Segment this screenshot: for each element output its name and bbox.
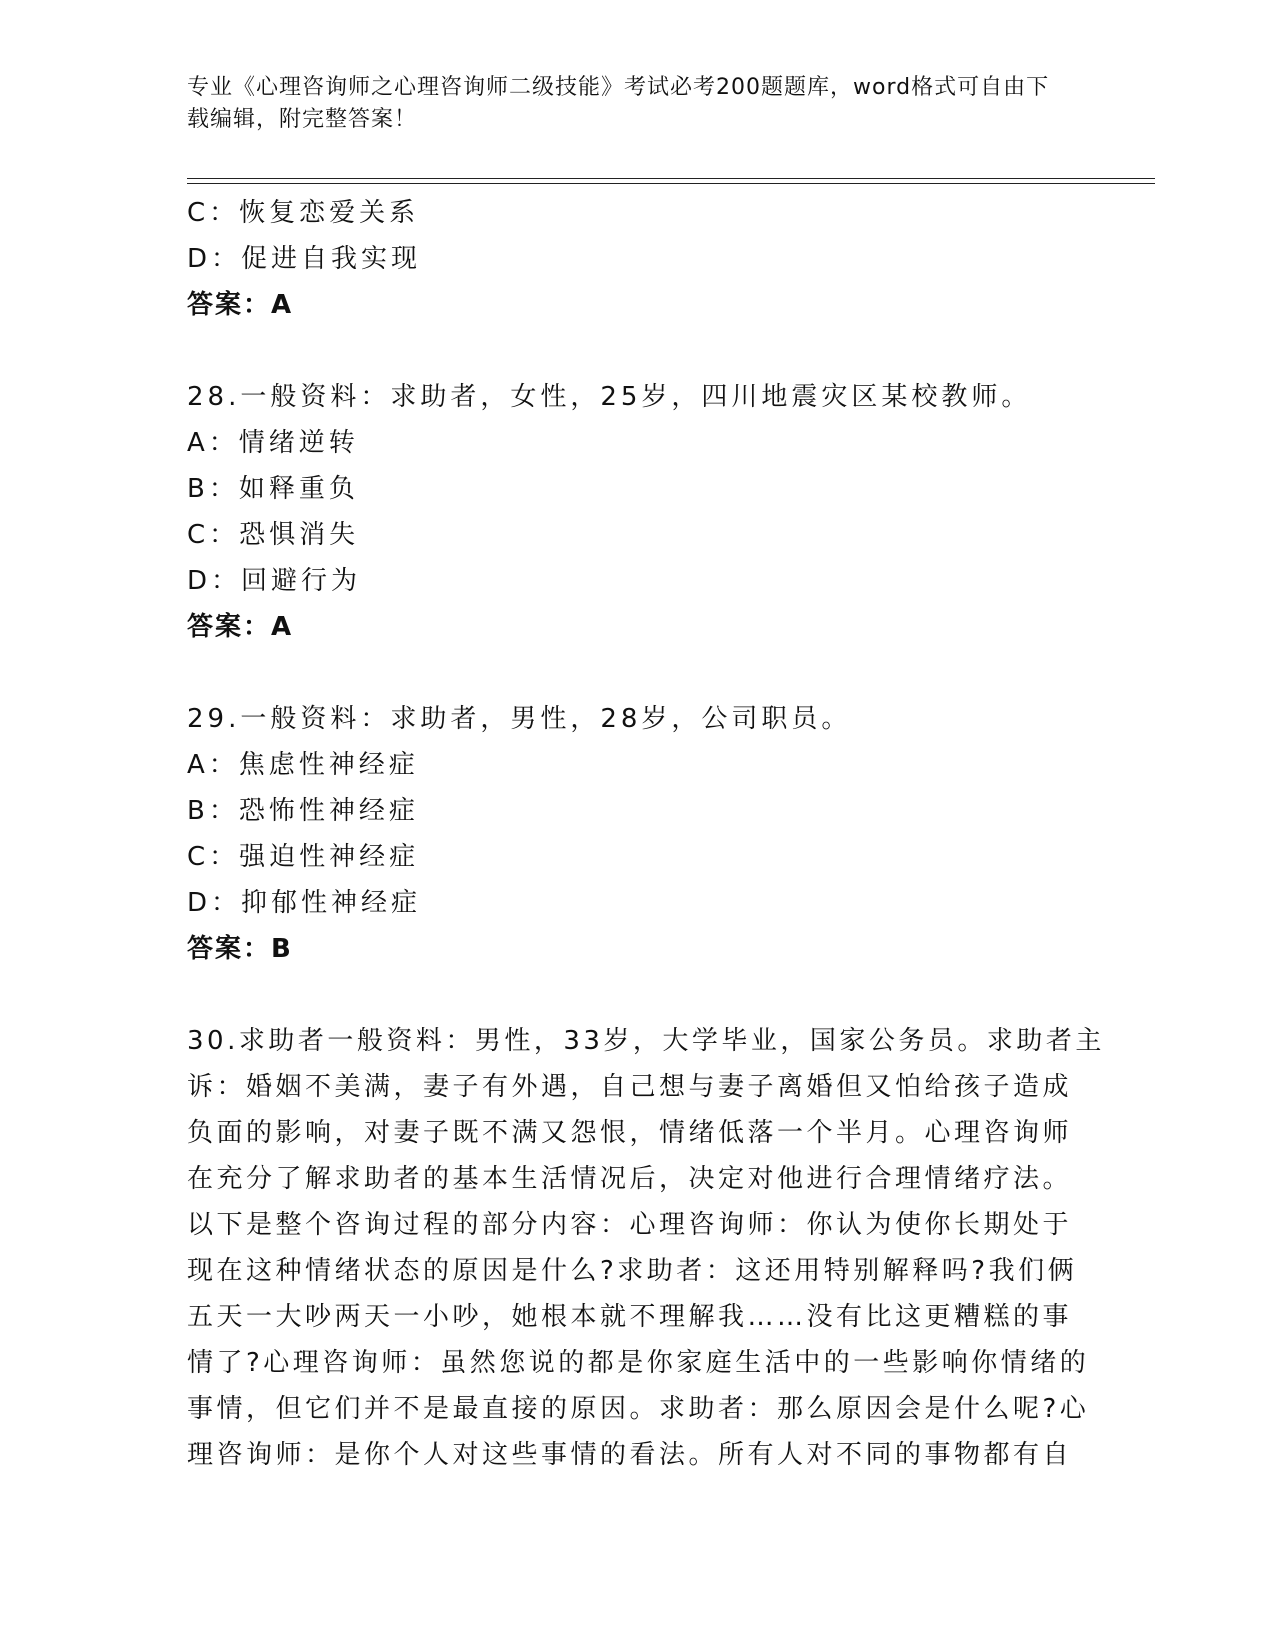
q27-answer: 答案：A [187,290,294,320]
q28-option-c: C：恐惧消失 [187,520,360,550]
q27-option-c: C：恢复恋爱关系 [187,198,420,228]
q30-line: 事情，但它们并不是最直接的原因。求助者：那么原因会是什么呢?心 [187,1394,1090,1424]
q27-option-d: D：促进自我实现 [187,244,422,274]
header-rule-top [187,178,1155,179]
document-header: 专业《心理咨询师之心理咨询师二级技能》考试必考200题题库，word格式可自由下载编辑，附完整答案！ [187,75,1050,132]
spacer [187,650,1082,696]
q30-line: 诉：婚姻不美满，妻子有外遇，自己想与妻子离婚但又怕给孩子造成 [187,1072,1073,1102]
header-rule-bottom [187,183,1155,184]
q28-option-d: D：回避行为 [187,566,362,596]
q30-line: 现在这种情绪状态的原因是什么?求助者：这还用特别解释吗?我们俩 [187,1256,1078,1286]
q30-stem [187,1018,1105,1478]
question-content [187,190,1105,1478]
q29-option-b: B：恐怖性神经症 [187,796,419,826]
q29-answer: 答案：B [187,934,293,964]
q28-stem: 28.一般资料：求助者，女性，25岁，四川地震灾区某校教师。 [187,382,1032,412]
q28-option-a: A：情绪逆转 [187,428,359,458]
q30-line: 负面的影响，对妻子既不满又怨恨，情绪低落一个半月。心理咨询师 [187,1118,1073,1148]
q29-option-c: C：强迫性神经症 [187,842,420,872]
q29-option-d: D：抑郁性神经症 [187,888,422,918]
q28-answer: 答案：A [187,612,294,642]
q30-line: 以下是整个咨询过程的部分内容：心理咨询师：你认为使你长期处于 [187,1210,1073,1240]
spacer [187,328,1082,374]
q30-line: 30.求助者一般资料：男性，33岁，大学毕业，国家公务员。求助者主 [187,1026,1105,1056]
q29-stem: 29.一般资料：求助者，男性，28岁，公司职员。 [187,704,852,734]
q30-line: 情了?心理咨询师：虽然您说的都是你家庭生活中的一些影响你情绪的 [187,1348,1090,1378]
spacer [187,972,1082,1018]
q28-option-b: B：如释重负 [187,474,359,504]
q30-line: 理咨询师：是你个人对这些事情的看法。所有人对不同的事物都有自 [187,1440,1073,1470]
q30-line: 在充分了解求助者的基本生活情况后，决定对他进行合理情绪疗法。 [187,1164,1073,1194]
q30-line: 五天一大吵两天一小吵，她根本就不理解我……没有比这更糟糕的事 [187,1302,1073,1332]
q29-option-a: A：焦虑性神经症 [187,750,419,780]
